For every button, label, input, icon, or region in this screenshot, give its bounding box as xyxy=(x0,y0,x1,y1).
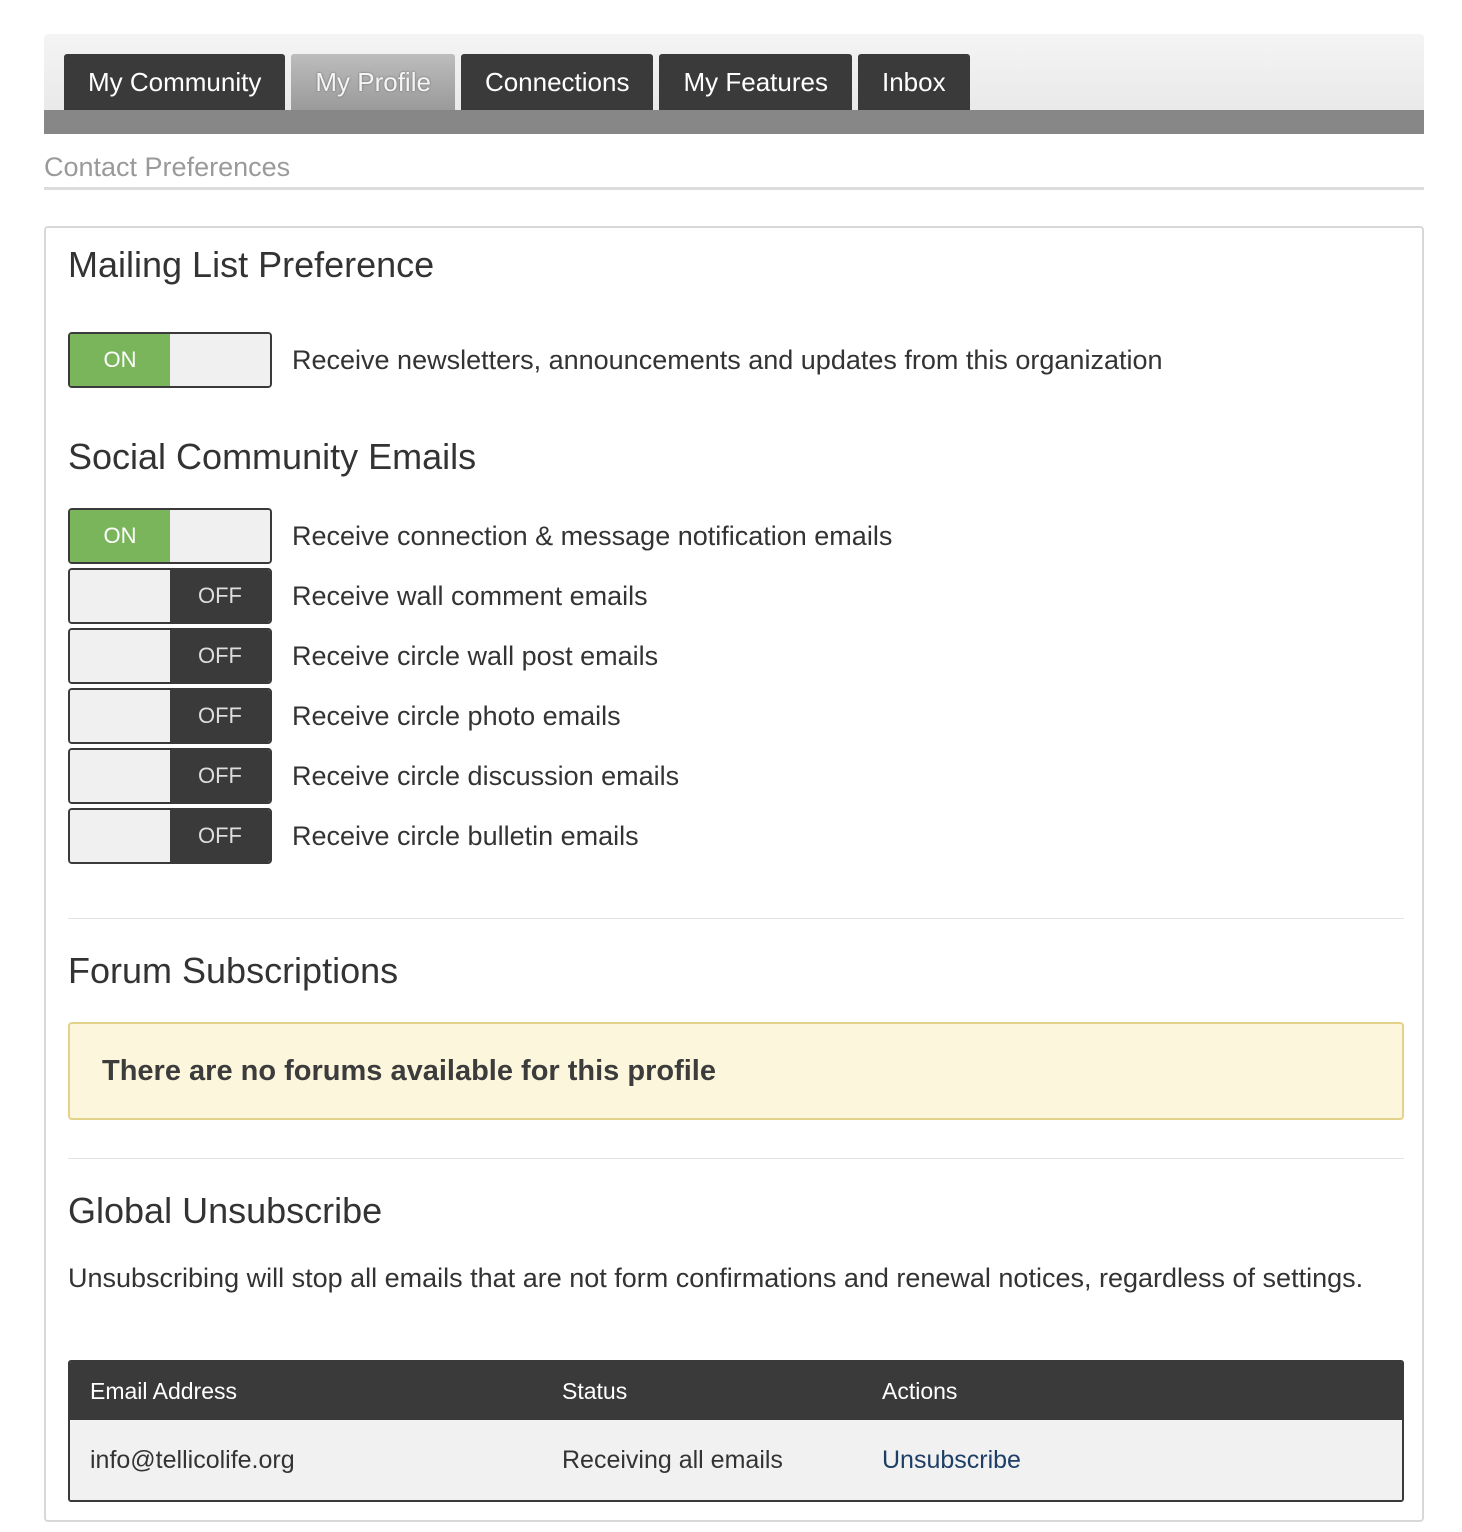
pref-row-circle-bulletin xyxy=(68,808,639,864)
toggle-on-label: ON xyxy=(70,510,170,562)
column-header-status: Status xyxy=(562,1377,628,1404)
pref-row-connection-notifications xyxy=(68,508,892,564)
preferences-panel xyxy=(44,226,1424,1522)
toggle-off-label: OFF xyxy=(170,810,270,862)
section-divider xyxy=(68,1158,1404,1159)
toggle-on-label: ON xyxy=(70,334,170,386)
actions-cell xyxy=(882,1446,1402,1475)
circle-wall-post-toggle[interactable] xyxy=(68,628,272,684)
circle-photo-label: Receive circle photo emails xyxy=(292,700,621,731)
table-header xyxy=(70,1362,1402,1420)
connection-notifications-toggle[interactable] xyxy=(68,508,272,564)
page-breadcrumb: Contact Preferences xyxy=(44,152,1424,190)
circle-discussion-label: Receive circle discussion emails xyxy=(292,760,680,791)
toggle-knob xyxy=(170,334,270,386)
pref-row-newsletters xyxy=(68,332,1163,388)
toggle-knob xyxy=(170,510,270,562)
newsletters-toggle[interactable] xyxy=(68,332,272,388)
toggle-off-label: OFF xyxy=(170,570,270,622)
pref-row-wall-comment xyxy=(68,568,648,624)
tab-connections[interactable]: Connections xyxy=(461,54,654,110)
pref-row-circle-photo xyxy=(68,688,621,744)
wall-comment-label: Receive wall comment emails xyxy=(292,580,648,611)
tab-my-profile[interactable]: My Profile xyxy=(291,54,455,110)
column-header-actions: Actions xyxy=(882,1377,958,1404)
global-unsubscribe-heading: Global Unsubscribe xyxy=(68,1190,383,1231)
table-row xyxy=(70,1420,1402,1500)
pref-row-circle-discussion xyxy=(68,748,679,804)
newsletters-label: Receive newsletters, announcements and updates from this organization xyxy=(292,344,1163,375)
social-emails-heading: Social Community Emails xyxy=(68,436,477,477)
toggle-knob xyxy=(70,750,170,802)
circle-photo-toggle[interactable] xyxy=(68,688,272,744)
toggle-off-label: OFF xyxy=(170,750,270,802)
unsubscribe-description: Unsubscribing will stop all emails that are not form confirmations and renewal notices, regardless of settings. xyxy=(68,1263,1364,1293)
mailing-list-heading: Mailing List Preference xyxy=(68,244,435,285)
circle-wall-post-label: Receive circle wall post emails xyxy=(292,640,659,671)
main-nav xyxy=(44,34,1424,134)
toggle-knob xyxy=(70,570,170,622)
toggle-off-label: OFF xyxy=(170,630,270,682)
toggle-knob xyxy=(70,630,170,682)
nav-strip xyxy=(44,110,1424,134)
tab-inbox[interactable]: Inbox xyxy=(858,54,970,110)
tab-my-features[interactable]: My Features xyxy=(659,54,852,110)
circle-bulletin-toggle[interactable] xyxy=(68,808,272,864)
unsubscribe-link[interactable]: Unsubscribe xyxy=(882,1445,1021,1474)
circle-discussion-toggle[interactable] xyxy=(68,748,272,804)
toggle-off-label: OFF xyxy=(170,690,270,742)
forum-subscriptions-heading: Forum Subscriptions xyxy=(68,950,399,991)
connection-notifications-label: Receive connection & message notification emails xyxy=(292,520,893,551)
pref-row-circle-wall-post xyxy=(68,628,658,684)
tab-my-community[interactable]: My Community xyxy=(64,54,285,110)
toggle-knob xyxy=(70,810,170,862)
column-header-email: Email Address xyxy=(90,1377,238,1404)
email-cell: info@tellicolife.org xyxy=(90,1445,295,1474)
status-cell: Receiving all emails xyxy=(562,1445,783,1474)
toggle-knob xyxy=(70,690,170,742)
section-divider xyxy=(68,918,1404,919)
wall-comment-toggle[interactable] xyxy=(68,568,272,624)
circle-bulletin-label: Receive circle bulletin emails xyxy=(292,820,639,851)
tab-list xyxy=(64,54,970,110)
email-table xyxy=(68,1360,1404,1502)
no-forums-alert: There are no forums available for this profile xyxy=(68,1022,1404,1120)
